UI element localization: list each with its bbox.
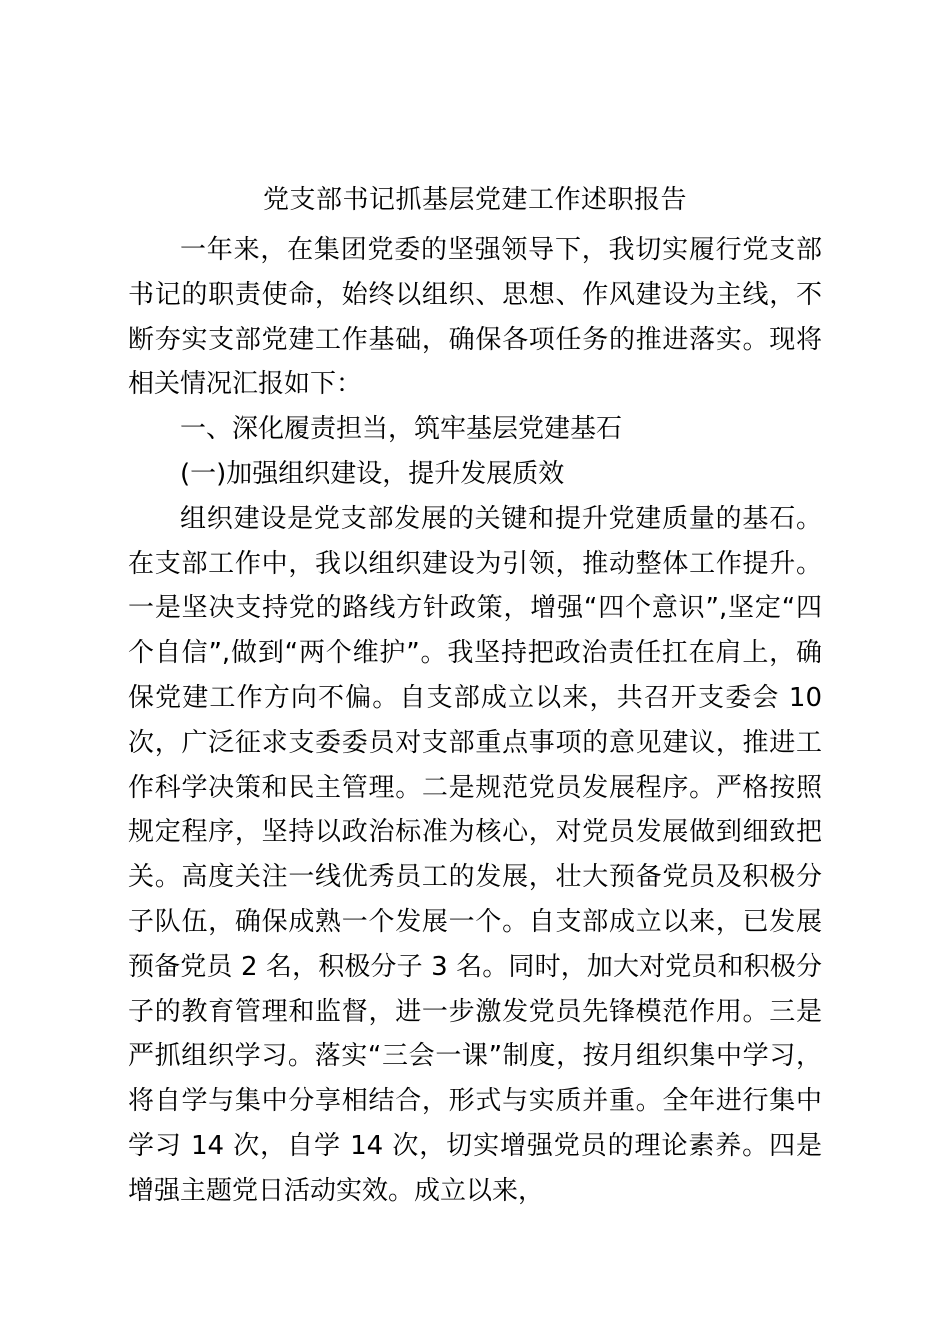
section-heading: 一、深化履责担当，筑牢基层党建基石	[180, 414, 623, 445]
intro-paragraph: 一年来，在集团党委的坚强领导下，我切实履行党支部书记的职责使命，始终以组织、思想、作风建设为主线，不断夯实支部党建工作基础，确保各项任务的推进落实。现将相关情况汇报如下：	[128, 235, 822, 400]
document-title: 党支部书记抓基层党建工作述职报告	[262, 185, 687, 215]
subsection-heading: (一)加强组织建设，提升发展质效	[180, 458, 565, 489]
document-body	[128, 228, 822, 1214]
body-paragraph: 组织建设是党支部发展的关键和提升党建质量的基石。在支部工作中，我以组织建设为引领，推动整体工作提升。一是坚决支持党的路线方针政策，增强“四个意识”,坚定“四个自信”,做到“两个维护”。我坚持把政治责任扛在肩上，确保党建工作方向不偏。自支部成立以来，共召开支委会 10 次，广泛征求支委委员对支部重点事项的意见建议，推进工作科学决策和民主管理。二是规范党员发展程序。严格按照规定程序，坚持以政治标准为核心，对党员发展做到细致把关。高度关注一线优秀员工的发展，壮大预备党员及积极分子队伍，确保成熟一个发展一个。自支部成立以来，已发展预备党员 2 名，积极分子 3 名。同时，加大对党员和积极分子的教育管理和监督，进一步激发党员先锋模范作用。三是严抓组织学习。落实“三会一课”制度，按月组织集中学习，将自学与集中分享相结合，形式与实质并重。全年进行集中学习 14 次，自学 14 次，切实增强党员的理论素养。四是增强主题党日活动实效。成立以来，	[128, 503, 822, 1206]
